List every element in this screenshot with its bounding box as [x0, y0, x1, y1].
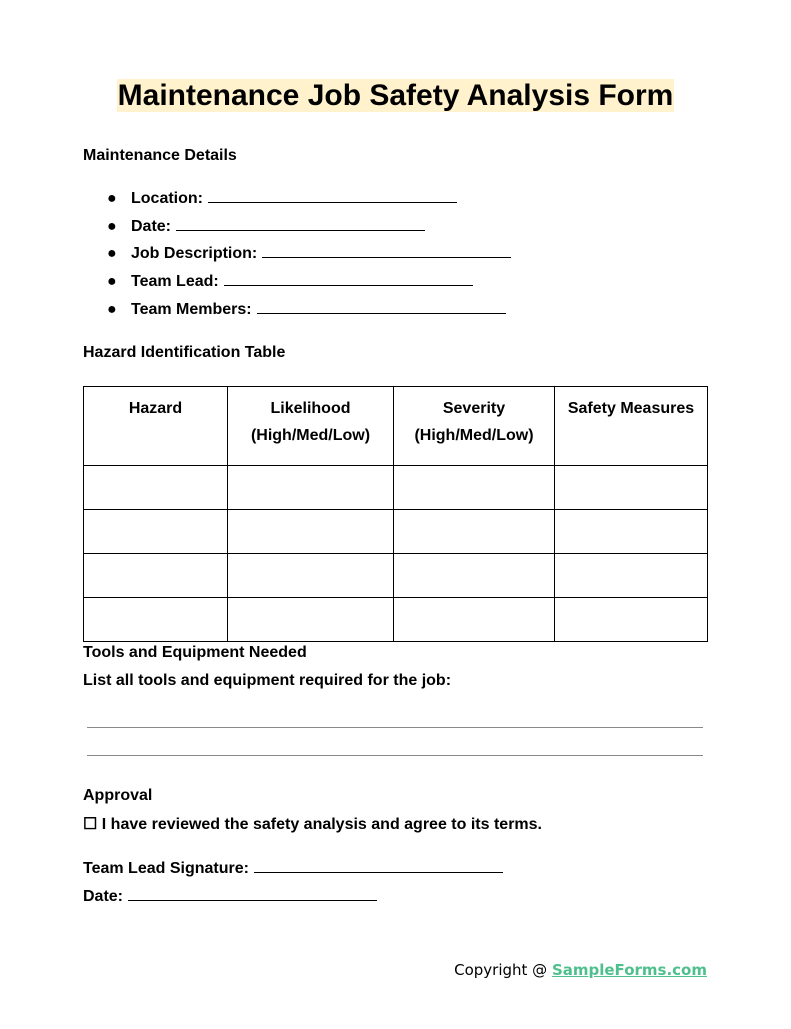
- table-header-row: [84, 387, 708, 466]
- tools-heading: Tools and Equipment Needed: [83, 644, 307, 661]
- date-row: Date:: [83, 886, 377, 906]
- list-item: ● Date:: [107, 216, 511, 244]
- table-row: [84, 598, 708, 642]
- location-field[interactable]: [208, 188, 457, 203]
- date-field[interactable]: [176, 216, 425, 231]
- signature-field[interactable]: [254, 858, 503, 873]
- table-row: [84, 466, 708, 510]
- signature-row: Team Lead Signature:: [83, 858, 503, 878]
- maintenance-details-heading: Maintenance Details: [83, 147, 237, 164]
- column-header: Severity (High/Med/Low): [394, 387, 555, 466]
- details-list: [107, 188, 511, 326]
- tools-instruction: List all tools and equipment required for the job:: [83, 672, 452, 689]
- hazard-table-heading: Hazard Identification Table: [83, 344, 286, 361]
- list-item: ● Job Description:: [107, 243, 511, 271]
- hazard-table: [83, 386, 708, 642]
- column-header: Safety Measures: [555, 387, 708, 466]
- list-item: ● Location:: [107, 188, 511, 216]
- job-description-field[interactable]: [262, 243, 511, 258]
- column-header: Hazard: [84, 387, 228, 466]
- approval-date-field[interactable]: [128, 886, 377, 901]
- page-title: Maintenance Job Safety Analysis Form: [117, 79, 674, 112]
- table-row: [84, 510, 708, 554]
- list-item: ● Team Lead:: [107, 271, 511, 299]
- list-item: ● Team Members:: [107, 299, 511, 327]
- sampleforms-link[interactable]: SampleForms.com: [551, 961, 707, 979]
- team-lead-field[interactable]: [224, 271, 473, 286]
- approval-checkbox[interactable]: ☐ I have reviewed the safety analysis and agree to its terms.: [83, 816, 542, 833]
- team-members-field[interactable]: [257, 299, 506, 314]
- tools-line[interactable]: [87, 755, 703, 756]
- table-row: [84, 554, 708, 598]
- approval-heading: Approval: [83, 787, 153, 804]
- tools-line[interactable]: [87, 727, 703, 728]
- copyright: Copyright @ SampleForms.com: [454, 961, 707, 979]
- column-header: Likelihood (High/Med/Low): [228, 387, 394, 466]
